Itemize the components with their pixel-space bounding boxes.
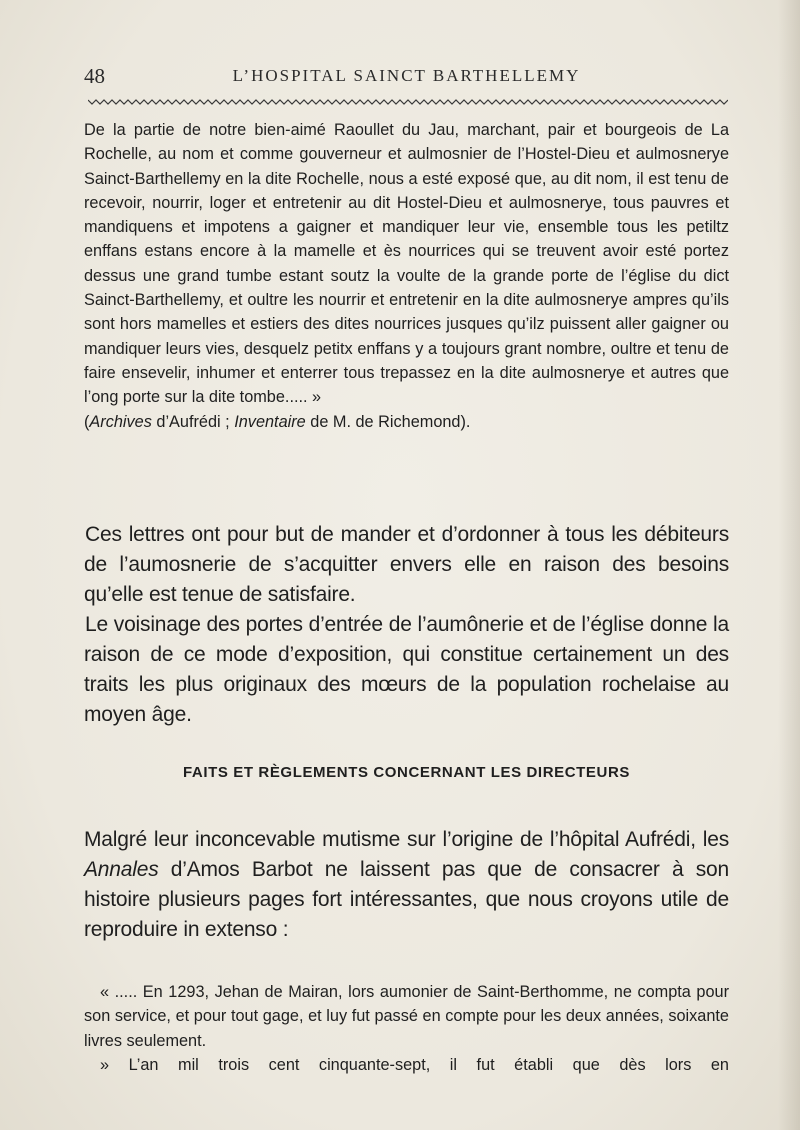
page-header <box>84 64 729 94</box>
page-edge-shadow <box>778 0 800 1130</box>
annales-quote <box>84 980 729 1077</box>
ref-open: ( <box>84 412 90 431</box>
annales-title: Annales <box>84 858 159 881</box>
ref-inventaire: Inventaire <box>234 412 306 431</box>
ornamental-rule <box>88 98 728 106</box>
commentary <box>84 520 729 730</box>
section-body <box>84 825 729 945</box>
commentary-paragraph-2: Le voisinage des portes d’entrée de l’aumônerie et de l’église donne la raison de ce mode d’exposition, qui constitue certainement un des traits les plus originaux des mœurs de la population rochelaise au moyen âge. <box>84 613 729 726</box>
ref-mid: d’Aufrédi ; <box>151 412 235 431</box>
annales-quote-paragraph-2: » L’an mil trois cent cinquante-sept, il fut établi que dès lors en <box>100 1055 729 1074</box>
ref-end: de M. de Richemond). <box>305 412 471 431</box>
section-paragraph <box>84 825 729 945</box>
quoted-document <box>84 118 729 434</box>
section-heading: FAITS ET RÈGLEMENTS CONCERNANT LES DIRECTEURS <box>182 764 631 781</box>
quoted-document-text: De la partie de notre bien-aimé Raoullet du Jau, marchant, pair et bourgeois de La Rochelle, au nom et comme gouverneur et aulmosnier de l’Hostel-Dieu et aulmosnerye Sainct-Barthellemy en la dite Rochelle, nous a esté exposé que, au dit nom, il est tenu de recevoir, nourrir, loger et entretenir au dit Hostel-Dieu et aulmosnerye, tous pauvres et mandiquens et impotens a gaigner et mandiquer leur vie, ensemble tous les petiltz enffans estans encore à la mamelle et ès nourrices qui se treuvent avoir esté portez dessus une grand tumbe estant soutz la voulte de la grande porte de l’église du dict Sainct-Barthellemy, et oultre les nourrir et entretenir en la dite aulmosnerye ampres qu’ils sont hors mamelles et estiers des dites nourrices jusques qu’ilz puissent aller gaigner ou mandiquer leurs vies, desquelz petitx enffans y a toujours grant nombre, oultre et tenu de faire ensevelir, inhumer et enterrer tous trepassez en la dite aulmosnerye et autres que l’ong porte sur la dite tombe..... » <box>84 121 729 407</box>
commentary-paragraph-1: Ces lettres ont pour but de mander et d’ordonner à tous les débiteurs de l’aumosnerie de s’acquitter envers elle en raison des besoins qu’elle est tenue de satisfaire. <box>84 523 729 606</box>
ref-archives: Archives <box>89 412 152 431</box>
annales-quote-paragraph-1: « ..... En 1293, Jehan de Mairan, lors aumonier de Saint-Berthomme, ne compta pour son service, et pour tout gage, et luy fut passé en compte pour les deux années, soixante livres seulement. <box>84 983 729 1050</box>
section-text-b: d’Amos Barbot ne laissent pas que de consacrer à son histoire plusieurs pages fort intéressantes, que nous croyons utile de reproduire in extenso : <box>84 858 729 941</box>
source-reference <box>84 410 729 434</box>
ornamental-rule-line <box>88 98 728 106</box>
running-title: L’HOSPITAL SAINCT BARTHELLEMY <box>232 66 581 85</box>
section-text-a: Malgré leur inconcevable mutisme sur l’origine de l’hôpital Aufrédi, les <box>84 828 729 851</box>
page-number: 48 <box>84 64 105 88</box>
